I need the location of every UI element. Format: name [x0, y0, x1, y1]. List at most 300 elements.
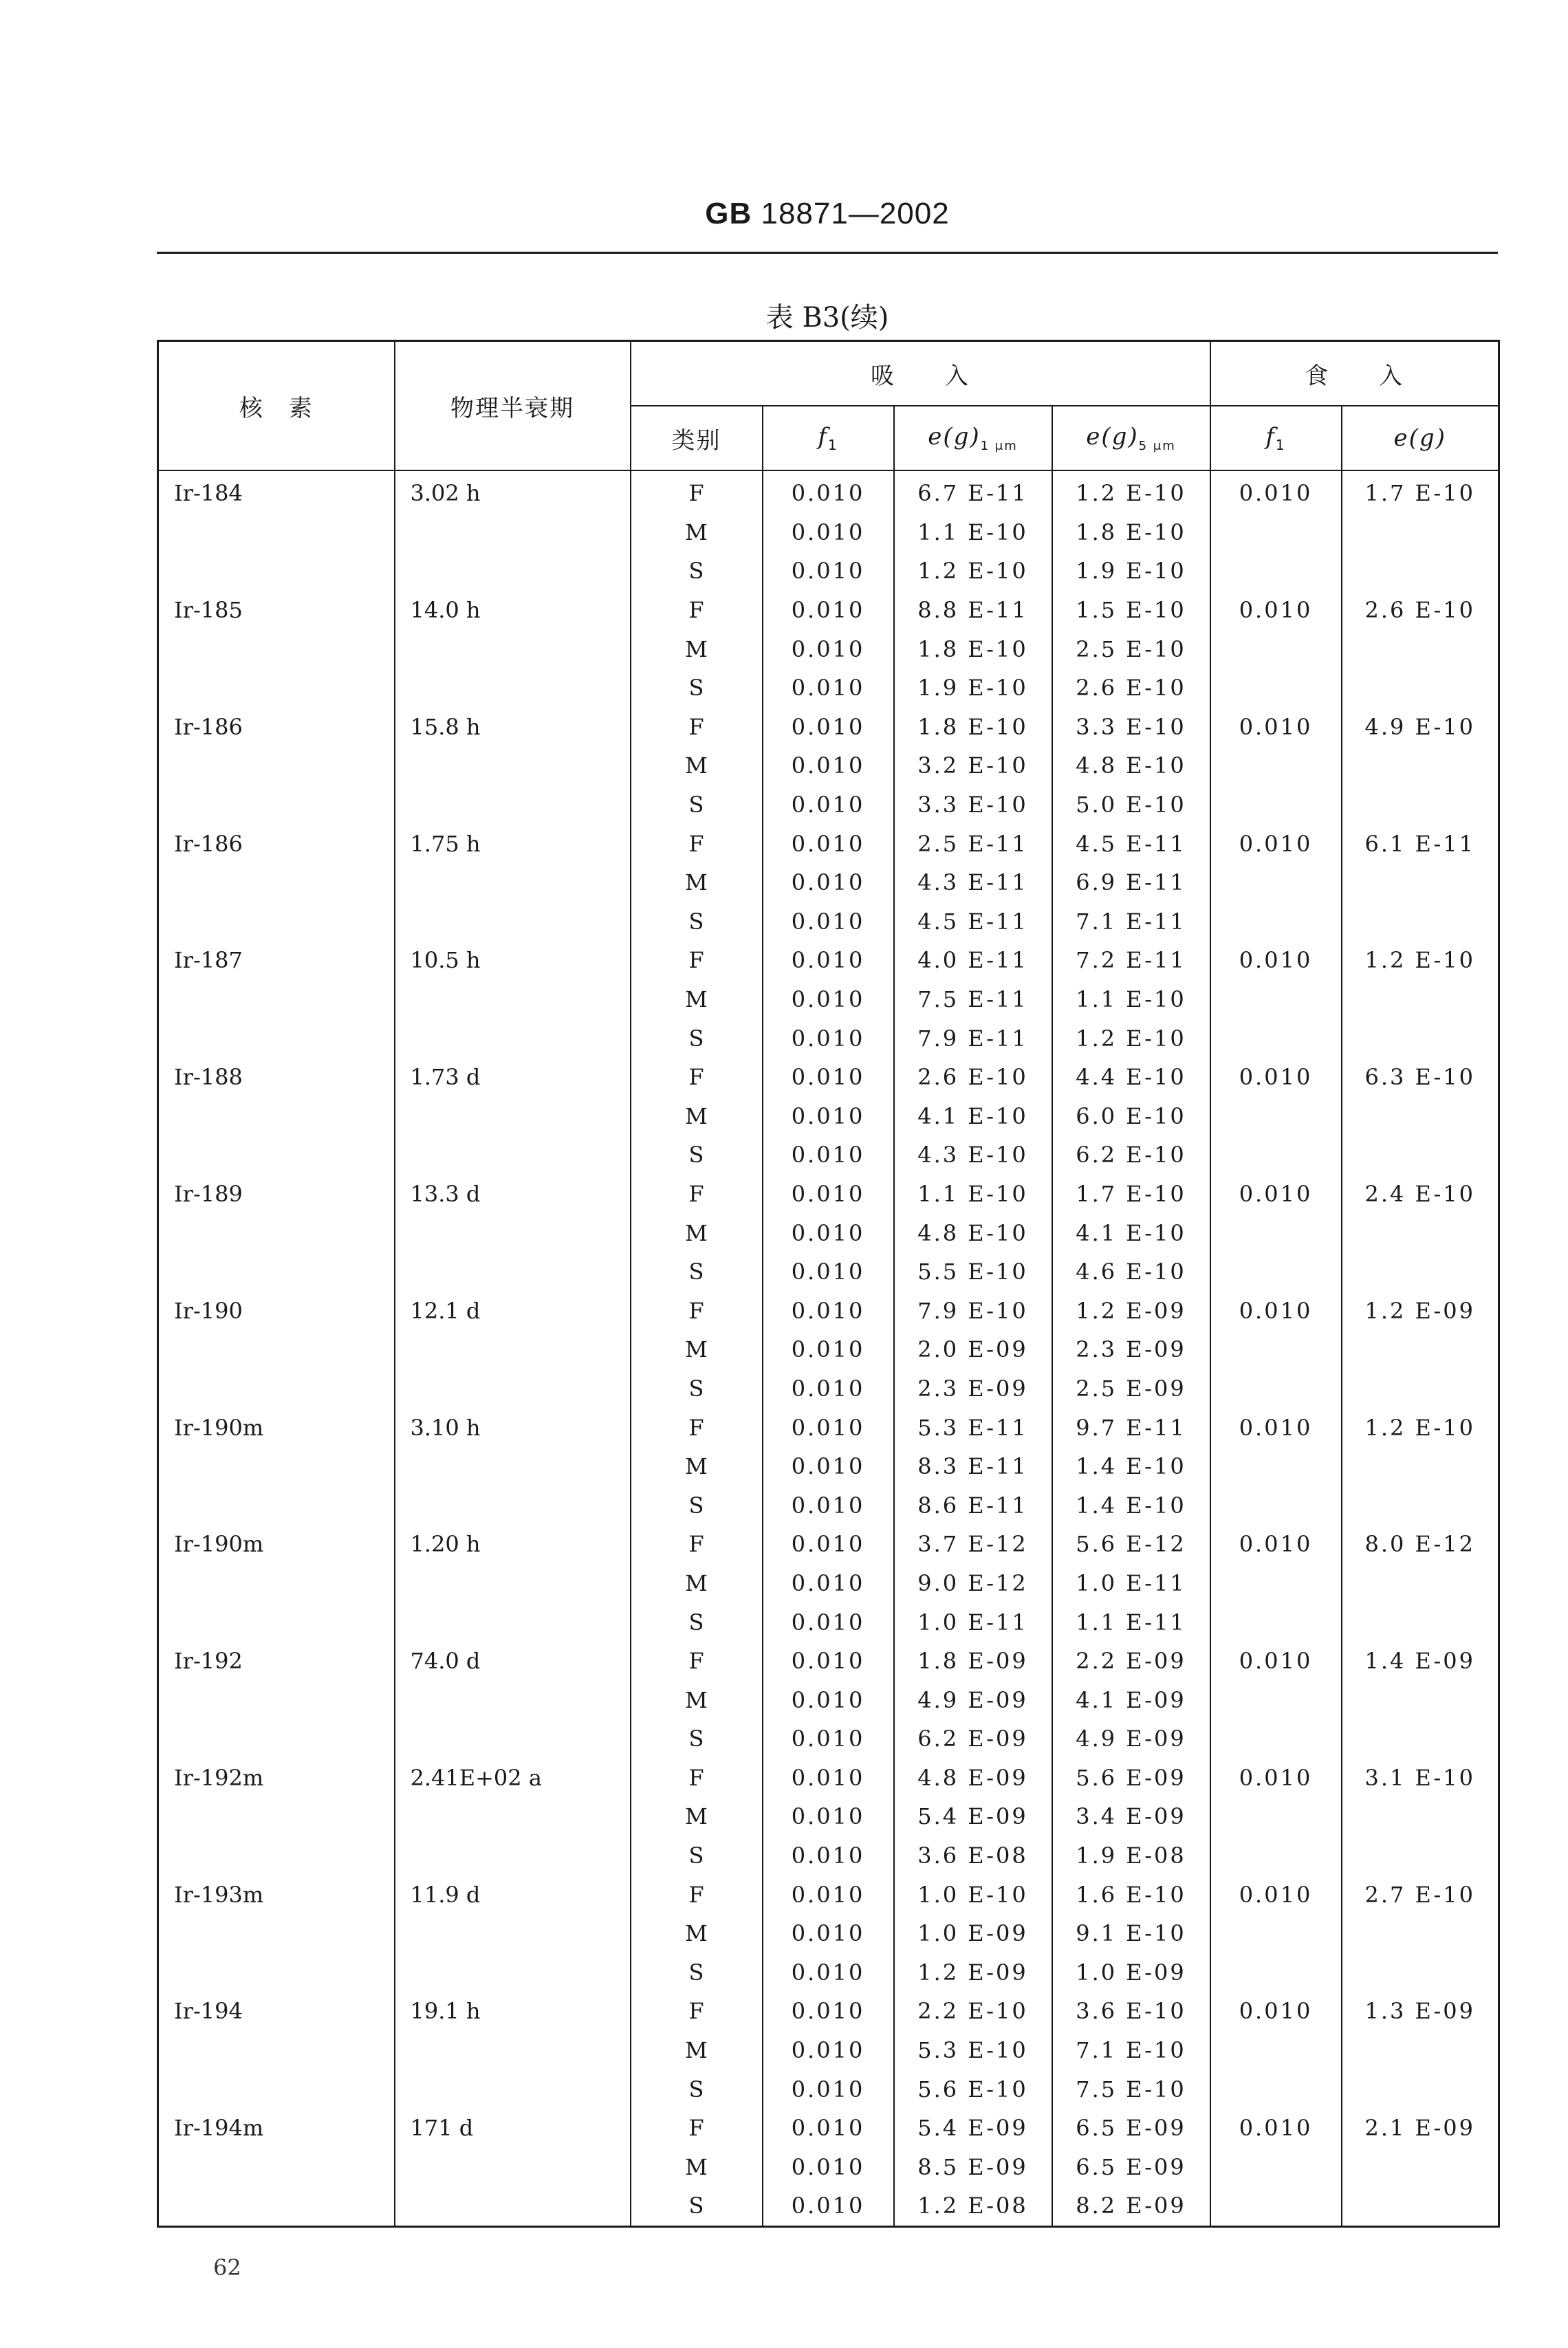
half-life-cell [395, 552, 631, 591]
ing-f1-cell [1210, 1369, 1342, 1409]
ing-eg-cell [1342, 1135, 1499, 1175]
half-life-cell: 12.1 d [395, 1291, 631, 1330]
table-row [158, 513, 1499, 552]
inh-f1-cell: 0.010 [763, 980, 894, 1019]
ing-f1-cell: 0.010 [1210, 2109, 1342, 2148]
ing-eg-cell [1342, 1836, 1499, 1876]
type-cell: S [631, 1953, 763, 1992]
eg-1um-cell: 1.2 E-08 [894, 2186, 1052, 2226]
ing-eg-cell [1342, 863, 1499, 902]
table-row [158, 1408, 1499, 1447]
nuclide-cell [158, 1135, 395, 1175]
half-life-cell: 3.10 h [395, 1408, 631, 1447]
half-life-cell: 15.8 h [395, 708, 631, 747]
type-cell: S [631, 1602, 763, 1642]
type-cell: F [631, 591, 763, 630]
eg-1um-cell: 3.6 E-08 [894, 1836, 1052, 1876]
table-row [158, 785, 1499, 825]
half-life-cell: 1.20 h [395, 1525, 631, 1564]
ing-eg-cell: 1.2 E-09 [1342, 1291, 1499, 1330]
eg-5um-cell: 1.0 E-11 [1052, 1564, 1210, 1603]
type-cell: M [631, 2148, 763, 2187]
table-row [158, 2031, 1499, 2070]
eg-5um-cell: 2.5 E-09 [1052, 1369, 1210, 1409]
half-life-cell: 74.0 d [395, 1642, 631, 1681]
ing-eg-cell: 8.0 E-12 [1342, 1525, 1499, 1564]
half-life-cell [395, 1097, 631, 1136]
ing-f1-cell [1210, 746, 1342, 785]
inh-f1-cell: 0.010 [763, 1836, 894, 1876]
half-life-cell: 1.75 h [395, 824, 631, 863]
inh-f1-cell: 0.010 [763, 1953, 894, 1992]
inh-f1-cell: 0.010 [763, 1525, 894, 1564]
ing-eg-cell [1342, 785, 1499, 825]
nuclide-cell [158, 902, 395, 942]
half-life-cell [395, 1564, 631, 1603]
eg-5um-cell: 1.5 E-10 [1052, 591, 1210, 630]
inh-f1-cell: 0.010 [763, 1447, 894, 1486]
table-row [158, 1291, 1499, 1330]
inh-f1-cell: 0.010 [763, 902, 894, 942]
ing-eg-cell [1342, 1602, 1499, 1642]
inhalation-group-header: 吸 入 [631, 341, 1210, 406]
inh-f1-cell: 0.010 [763, 470, 894, 513]
eg-5um-cell: 9.1 E-10 [1052, 1914, 1210, 1953]
half-life-cell: 2.41E+02 a [395, 1759, 631, 1798]
eg-5um-cell: 7.5 E-10 [1052, 2069, 1210, 2109]
ing-f1-cell: 0.010 [1210, 1759, 1342, 1798]
half-life-cell: 13.3 d [395, 1175, 631, 1214]
eg-1um-cell: 2.6 E-10 [894, 1058, 1052, 1097]
inh-f1-cell: 0.010 [763, 1213, 894, 1252]
ing-f1-cell [1210, 1953, 1342, 1992]
eg-5um-cell: 4.4 E-10 [1052, 1058, 1210, 1097]
eg-1um-cell: 5.4 E-09 [894, 2109, 1052, 2148]
inh-f1-cell: 0.010 [763, 863, 894, 902]
type-cell: S [631, 552, 763, 591]
nuclide-cell [158, 1953, 395, 1992]
half-life-cell [395, 629, 631, 668]
ing-f1-cell [1210, 980, 1342, 1019]
type-cell: S [631, 902, 763, 942]
eg-1um-cell: 2.2 E-10 [894, 1992, 1052, 2031]
nuclide-cell: Ir-185 [158, 591, 395, 630]
inh-f1-cell: 0.010 [763, 552, 894, 591]
table-row [158, 1836, 1499, 1876]
inh-f1-cell: 0.010 [763, 1992, 894, 2031]
nuclide-cell: Ir-188 [158, 1058, 395, 1097]
ing-eg-cell [1342, 1330, 1499, 1369]
eg-1um-cell: 1.2 E-09 [894, 1953, 1052, 1992]
ing-eg-cell [1342, 746, 1499, 785]
half-life-cell [395, 1447, 631, 1486]
eg-1um-cell: 1.9 E-10 [894, 668, 1052, 708]
ing-f1-cell [1210, 552, 1342, 591]
eg-1um-cell: 5.4 E-09 [894, 1797, 1052, 1836]
inh-f1-cell: 0.010 [763, 746, 894, 785]
page-number: 62 [213, 2254, 241, 2281]
nuclide-cell [158, 863, 395, 902]
table-row [158, 1486, 1499, 1525]
ing-f1-cell: 0.010 [1210, 708, 1342, 747]
col-eg-5um-header: $e(g)_{5 \mu m}$ [1052, 406, 1210, 470]
table-row [158, 1759, 1499, 1798]
table-row [158, 824, 1499, 863]
table-row [158, 470, 1499, 513]
nuclide-cell: Ir-187 [158, 941, 395, 980]
type-cell: M [631, 1680, 763, 1719]
nuclide-cell: Ir-192m [158, 1759, 395, 1798]
type-cell: M [631, 629, 763, 668]
half-life-cell [395, 902, 631, 942]
half-life-cell: 171 d [395, 2109, 631, 2148]
table-row [158, 1953, 1499, 1992]
eg-1um-cell: 1.1 E-10 [894, 513, 1052, 552]
inh-f1-cell: 0.010 [763, 1486, 894, 1525]
ing-eg-cell [1342, 1097, 1499, 1136]
eg-5um-cell: 1.1 E-10 [1052, 980, 1210, 1019]
type-cell: S [631, 1486, 763, 1525]
nuclide-cell: Ir-190m [158, 1408, 395, 1447]
type-cell: S [631, 1719, 763, 1759]
half-life-cell [395, 1019, 631, 1058]
half-life-cell [395, 1680, 631, 1719]
nuclide-cell [158, 1486, 395, 1525]
nuclide-cell: Ir-190 [158, 1291, 395, 1330]
eg-5um-cell: 6.5 E-09 [1052, 2109, 1210, 2148]
standard-header [157, 197, 1498, 231]
eg-5um-cell: 3.4 E-09 [1052, 1797, 1210, 1836]
nuclide-cell [158, 1680, 395, 1719]
eg-5um-cell: 2.2 E-09 [1052, 1642, 1210, 1681]
table-body [158, 470, 1499, 2226]
eg-5um-cell: 4.8 E-10 [1052, 746, 1210, 785]
inh-f1-cell: 0.010 [763, 824, 894, 863]
ing-eg-cell [1342, 2186, 1499, 2226]
half-life-cell [395, 1252, 631, 1292]
inh-f1-cell: 0.010 [763, 1408, 894, 1447]
ing-f1-cell [1210, 1135, 1342, 1175]
standard-number: 18871—2002 [761, 197, 950, 230]
table-row [158, 980, 1499, 1019]
eg-1um-cell: 1.0 E-09 [894, 1914, 1052, 1953]
type-cell: S [631, 1369, 763, 1409]
table-row [158, 1447, 1499, 1486]
col-type-header: 类别 [631, 406, 763, 470]
half-life-cell [395, 2069, 631, 2109]
header-rule [157, 252, 1498, 254]
table-row [158, 629, 1499, 668]
inh-f1-cell: 0.010 [763, 1680, 894, 1719]
nuclide-cell [158, 668, 395, 708]
ing-eg-cell: 6.1 E-11 [1342, 824, 1499, 863]
ing-f1-cell [1210, 2186, 1342, 2226]
eg-5um-cell: 7.1 E-10 [1052, 2031, 1210, 2070]
eg-1um-cell: 7.9 E-10 [894, 1291, 1052, 1330]
ing-f1-cell [1210, 2069, 1342, 2109]
ing-eg-cell: 1.7 E-10 [1342, 470, 1499, 513]
ing-eg-cell: 1.2 E-10 [1342, 1408, 1499, 1447]
eg-5um-cell: 6.0 E-10 [1052, 1097, 1210, 1136]
half-life-cell [395, 746, 631, 785]
nuclide-cell: Ir-190m [158, 1525, 395, 1564]
ing-eg-cell [1342, 2148, 1499, 2187]
inh-f1-cell: 0.010 [763, 513, 894, 552]
ing-f1-cell: 0.010 [1210, 1408, 1342, 1447]
col-ing-eg-header: e(g) [1342, 406, 1499, 470]
half-life-cell [395, 2148, 631, 2187]
eg-1um-cell: 3.3 E-10 [894, 785, 1052, 825]
inh-f1-cell: 0.010 [763, 1291, 894, 1330]
eg-1um-cell: 5.5 E-10 [894, 1252, 1052, 1292]
nuclide-cell [158, 2186, 395, 2226]
eg-5um-cell: 6.5 E-09 [1052, 2148, 1210, 2187]
nuclide-cell: Ir-184 [158, 470, 395, 513]
inh-f1-cell: 0.010 [763, 1602, 894, 1642]
type-cell: S [631, 785, 763, 825]
nuclide-cell [158, 513, 395, 552]
table-row [158, 1135, 1499, 1175]
table-row [158, 1058, 1499, 1097]
half-life-cell [395, 1369, 631, 1409]
eg-1um-cell: 1.8 E-10 [894, 629, 1052, 668]
eg-5um-cell: 6.9 E-11 [1052, 863, 1210, 902]
standard-prefix: GB [705, 197, 752, 230]
ing-f1-cell: 0.010 [1210, 1525, 1342, 1564]
nuclide-cell [158, 746, 395, 785]
col-nuclide-header: 核 素 [158, 341, 395, 471]
ing-f1-cell: 0.010 [1210, 1992, 1342, 2031]
ing-f1-cell [1210, 863, 1342, 902]
eg-5um-cell: 1.9 E-10 [1052, 552, 1210, 591]
ing-eg-cell [1342, 1486, 1499, 1525]
table-row [158, 1330, 1499, 1369]
eg-5um-cell: 4.9 E-09 [1052, 1719, 1210, 1759]
eg-1um-cell: 5.6 E-10 [894, 2069, 1052, 2109]
type-cell: M [631, 980, 763, 1019]
inh-f1-cell: 0.010 [763, 1019, 894, 1058]
type-cell: F [631, 1759, 763, 1798]
ing-f1-cell [1210, 785, 1342, 825]
table-row [158, 746, 1499, 785]
eg-5um-cell: 1.0 E-09 [1052, 1953, 1210, 1992]
half-life-cell [395, 1914, 631, 1953]
eg-5um-cell: 2.3 E-09 [1052, 1330, 1210, 1369]
eg-1um-cell: 9.0 E-12 [894, 1564, 1052, 1603]
ing-f1-cell: 0.010 [1210, 941, 1342, 980]
eg-1um-cell: 1.8 E-09 [894, 1642, 1052, 1681]
col-inh-f1-header: $f_1$ [763, 406, 894, 470]
eg-5um-cell: 4.1 E-10 [1052, 1213, 1210, 1252]
type-cell: F [631, 1291, 763, 1330]
eg-5um-cell: 7.2 E-11 [1052, 941, 1210, 980]
eg-5um-cell: 8.2 E-09 [1052, 2186, 1210, 2226]
eg-5um-cell: 1.6 E-10 [1052, 1875, 1210, 1914]
ing-eg-cell: 2.7 E-10 [1342, 1875, 1499, 1914]
half-life-cell: 14.0 h [395, 591, 631, 630]
ing-eg-cell [1342, 552, 1499, 591]
inh-f1-cell: 0.010 [763, 941, 894, 980]
type-cell: F [631, 708, 763, 747]
ing-eg-cell [1342, 629, 1499, 668]
eg-1um-cell: 1.0 E-10 [894, 1875, 1052, 1914]
nuclide-cell [158, 1914, 395, 1953]
type-cell: F [631, 1175, 763, 1214]
inh-f1-cell: 0.010 [763, 1252, 894, 1292]
ing-f1-cell: 0.010 [1210, 591, 1342, 630]
eg-5um-cell: 5.0 E-10 [1052, 785, 1210, 825]
table-row [158, 668, 1499, 708]
eg-1um-cell: 1.0 E-11 [894, 1602, 1052, 1642]
ing-eg-cell: 6.3 E-10 [1342, 1058, 1499, 1097]
ing-eg-cell [1342, 1914, 1499, 1953]
table-row [158, 2069, 1499, 2109]
half-life-cell: 11.9 d [395, 1875, 631, 1914]
table-row [158, 1914, 1499, 1953]
ing-eg-cell: 1.3 E-09 [1342, 1992, 1499, 2031]
inh-f1-cell: 0.010 [763, 1564, 894, 1603]
half-life-cell [395, 1213, 631, 1252]
eg-1um-cell: 5.3 E-10 [894, 2031, 1052, 2070]
type-cell: F [631, 1875, 763, 1914]
ing-eg-cell [1342, 1447, 1499, 1486]
ing-f1-cell [1210, 1564, 1342, 1603]
nuclide-cell: Ir-186 [158, 824, 395, 863]
ing-f1-cell [1210, 902, 1342, 942]
type-cell: F [631, 470, 763, 513]
ing-eg-cell [1342, 513, 1499, 552]
inh-f1-cell: 0.010 [763, 1330, 894, 1369]
ing-f1-cell [1210, 1602, 1342, 1642]
half-life-cell: 19.1 h [395, 1992, 631, 2031]
inh-f1-cell: 0.010 [763, 668, 894, 708]
ing-f1-cell: 0.010 [1210, 1642, 1342, 1681]
ing-f1-cell: 0.010 [1210, 1058, 1342, 1097]
eg-5um-cell: 4.1 E-09 [1052, 1680, 1210, 1719]
eg-1um-cell: 8.8 E-11 [894, 591, 1052, 630]
ing-f1-cell: 0.010 [1210, 824, 1342, 863]
table-row [158, 1213, 1499, 1252]
ing-f1-cell [1210, 2031, 1342, 2070]
half-life-cell [395, 785, 631, 825]
table-row [158, 552, 1499, 591]
nuclide-cell [158, 1602, 395, 1642]
type-cell: S [631, 1836, 763, 1876]
type-cell: S [631, 1135, 763, 1175]
col-half-life-header: 物理半衰期 [395, 341, 631, 471]
table-row [158, 1252, 1499, 1292]
half-life-cell: 10.5 h [395, 941, 631, 980]
ing-f1-cell: 0.010 [1210, 470, 1342, 513]
type-cell: M [631, 1097, 763, 1136]
table-row [158, 1680, 1499, 1719]
inh-f1-cell: 0.010 [763, 1097, 894, 1136]
table-row [158, 591, 1499, 630]
table-row [158, 1564, 1499, 1603]
nuclide-cell: Ir-189 [158, 1175, 395, 1214]
inh-f1-cell: 0.010 [763, 1642, 894, 1681]
eg-5um-cell: 1.4 E-10 [1052, 1447, 1210, 1486]
type-cell: M [631, 1797, 763, 1836]
eg-1um-cell: 2.0 E-09 [894, 1330, 1052, 1369]
ing-f1-cell: 0.010 [1210, 1175, 1342, 1214]
half-life-cell [395, 1486, 631, 1525]
table-row [158, 1642, 1499, 1681]
table-row [158, 1719, 1499, 1759]
half-life-cell [395, 1797, 631, 1836]
ing-f1-cell [1210, 1486, 1342, 1525]
table-row [158, 708, 1499, 747]
eg-1um-cell: 4.5 E-11 [894, 902, 1052, 942]
nuclide-cell [158, 1797, 395, 1836]
nuclide-cell [158, 1447, 395, 1486]
inh-f1-cell: 0.010 [763, 1914, 894, 1953]
eg-5um-cell: 1.4 E-10 [1052, 1486, 1210, 1525]
nuclide-cell [158, 1719, 395, 1759]
eg-5um-cell: 4.6 E-10 [1052, 1252, 1210, 1292]
half-life-cell: 3.02 h [395, 470, 631, 513]
eg-1um-cell: 6.7 E-11 [894, 470, 1052, 513]
nuclide-cell [158, 552, 395, 591]
ing-f1-cell [1210, 1836, 1342, 1876]
nuclide-cell [158, 1369, 395, 1409]
ing-eg-cell [1342, 1953, 1499, 1992]
type-cell: F [631, 1642, 763, 1681]
inh-f1-cell: 0.010 [763, 1369, 894, 1409]
inh-f1-cell: 0.010 [763, 591, 894, 630]
eg-5um-cell: 2.6 E-10 [1052, 668, 1210, 708]
ing-eg-cell [1342, 1369, 1499, 1409]
ing-eg-cell: 1.4 E-09 [1342, 1642, 1499, 1681]
table-row [158, 2148, 1499, 2187]
eg-5um-cell: 7.1 E-11 [1052, 902, 1210, 942]
type-cell: M [631, 1213, 763, 1252]
col-ing-f1-header: $f_1$ [1210, 406, 1342, 470]
half-life-cell [395, 980, 631, 1019]
ing-eg-cell [1342, 1252, 1499, 1292]
inh-f1-cell: 0.010 [763, 1175, 894, 1214]
table-row [158, 2186, 1499, 2226]
type-cell: M [631, 1564, 763, 1603]
table-row [158, 1019, 1499, 1058]
eg-5um-cell: 5.6 E-12 [1052, 1525, 1210, 1564]
table-row [158, 1992, 1499, 2031]
type-cell: M [631, 1330, 763, 1369]
ing-f1-cell [1210, 1797, 1342, 1836]
ing-eg-cell [1342, 668, 1499, 708]
type-cell: M [631, 2031, 763, 2070]
nuclide-cell [158, 1564, 395, 1603]
inh-f1-cell: 0.010 [763, 1759, 894, 1798]
nuclide-cell: Ir-194m [158, 2109, 395, 2148]
eg-5um-cell: 5.6 E-09 [1052, 1759, 1210, 1798]
type-cell: F [631, 1058, 763, 1097]
half-life-cell: 1.73 d [395, 1058, 631, 1097]
inh-f1-cell: 0.010 [763, 629, 894, 668]
ing-eg-cell [1342, 2031, 1499, 2070]
ing-eg-cell [1342, 1213, 1499, 1252]
ing-f1-cell [1210, 1680, 1342, 1719]
eg-5um-cell: 1.2 E-10 [1052, 1019, 1210, 1058]
inh-f1-cell: 0.010 [763, 785, 894, 825]
ing-eg-cell [1342, 1019, 1499, 1058]
eg-1um-cell: 4.0 E-11 [894, 941, 1052, 980]
table-row [158, 2109, 1499, 2148]
table-row [158, 1369, 1499, 1409]
eg-1um-cell: 8.6 E-11 [894, 1486, 1052, 1525]
inh-f1-cell: 0.010 [763, 1135, 894, 1175]
type-cell: F [631, 941, 763, 980]
